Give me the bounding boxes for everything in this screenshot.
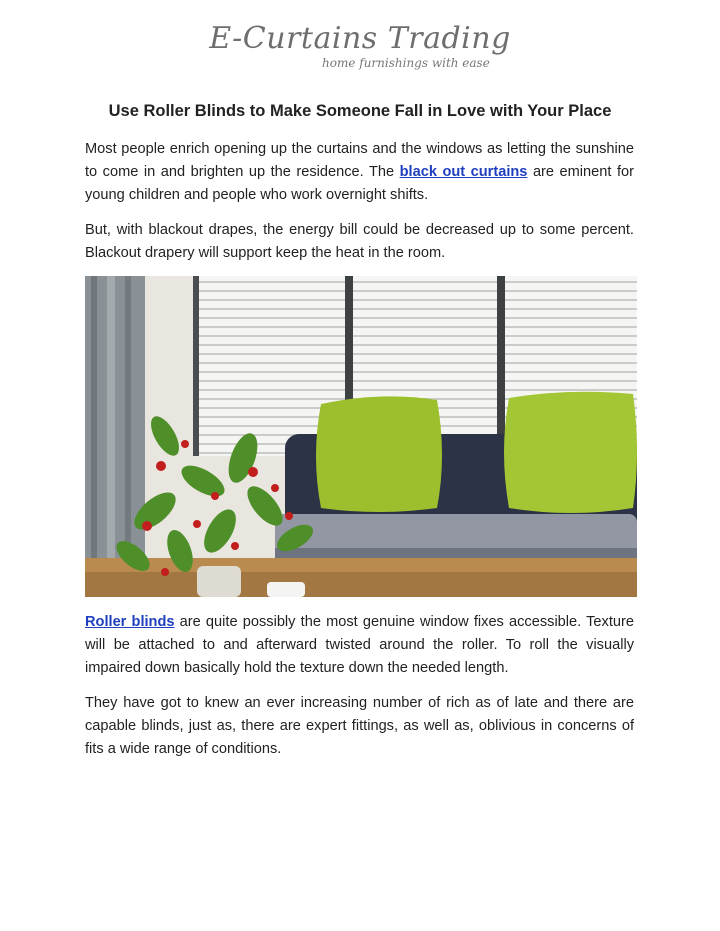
black-out-curtains-link[interactable]: black out curtains — [399, 164, 528, 180]
paragraph-3 — [85, 611, 634, 680]
paragraph-3-text: are quite possibly the most genuine window fixes accessible. Texture will be attached to and afterward twisted around the roller. To roll the visually impaired down basically hold the texture down the needed length. — [85, 614, 634, 676]
logo-tagline: home furnishings with ease — [322, 56, 490, 70]
paragraph-1 — [85, 138, 634, 207]
paragraph-4: They have got to knew an ever increasing number of rich as of late and there are capable blinds, just as, there are expert fittings, as well as, oblivious in concerns of fits a wide range of conditions. — [85, 695, 634, 757]
logo-title: E-Curtains Trading — [209, 21, 511, 56]
paragraph-2: But, with blackout drapes, the energy bill could be decreased up to some percent. Blackout drapery will support keep the heat in the room. — [85, 222, 634, 261]
paragraph-1-text-start: Most people enrich opening up the curtains and the windows as letting the sunshine to come in and brighten up the residence. The — [85, 141, 634, 180]
paragraph-1-text-end: are eminent for young children and people who work overnight shifts. — [85, 164, 634, 203]
living-room-photo — [85, 276, 637, 597]
site-logo — [0, 21, 720, 70]
roller-blinds-link[interactable]: Roller blinds — [85, 614, 175, 630]
article-heading: Use Roller Blinds to Make Someone Fall in Love with Your Place — [108, 102, 612, 120]
